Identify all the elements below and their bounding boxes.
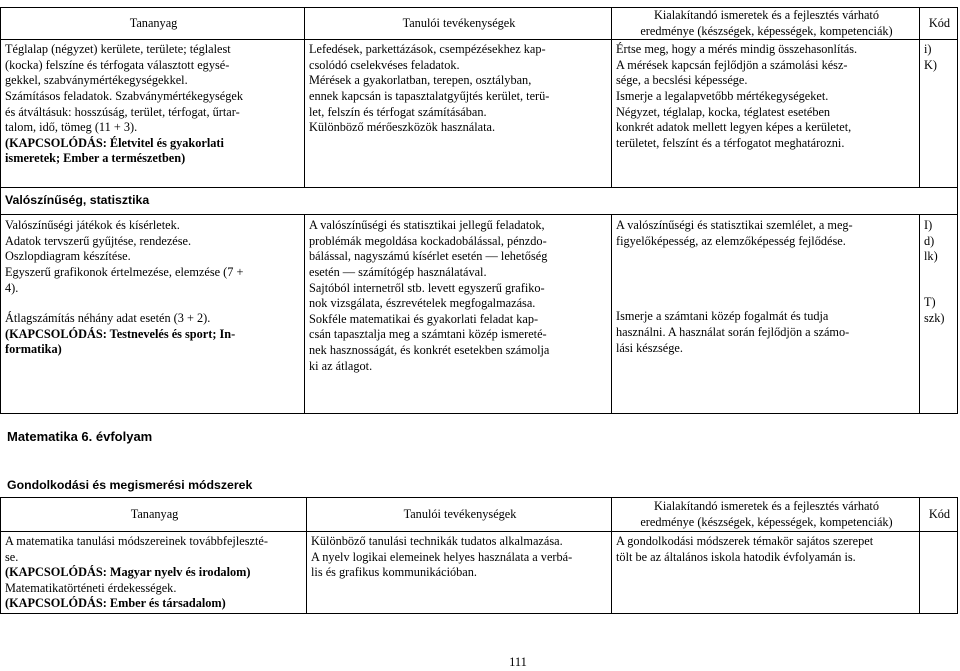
cell-activities: Lefedések, parkettázások, csempézésekhez kap- csolódó cselekvéses feladatok. Mérések a gyakorlatban, terepen, osztályban, ennek kapcsán is tapasztalatgyűjtés kerület, terü- let, felszín és térfogat számításában. Különböző mérőeszközök használata. <box>305 40 612 188</box>
page-number: 111 <box>509 655 527 669</box>
cell-content: A matematika tanulási módszereinek továbbfejleszté- se. (KAPCSOLÓDÁS: Magyar nyelv és irodalom) Matematikatörténeti érdekességek. (KAPCSOLÓDÁS: Ember és társadalom) <box>1 532 307 614</box>
table-header-row <box>1 498 958 532</box>
table-row <box>1 40 958 188</box>
topic-heading: Gondolkodási és megismerési módszerek <box>7 478 253 492</box>
header-content: Tananyag <box>1 8 305 40</box>
section-row <box>1 188 958 215</box>
table-row <box>1 215 958 414</box>
cell-content: Téglalap (négyzet) kerülete, területe; téglalest (kocka) felszíne és térfogata választott egysé- gekkel, szabványmértékegységekkel. Számításos feladatok. Szabványmértékegységek és átváltásuk: hosszúság, terület, térfogat, űrtar- talom, idő, tömeg (11 + 3). (KAPCSOLÓDÁS: Életvitel és gyakorlati ismeretek; Ember a természetben) <box>1 40 305 188</box>
cell-outcomes: Értse meg, hogy a mérés mindig összehasonlítás. A mérések kapcsán fejlődjön a számolási kész- sége, a becslési képessége. Ismerje a legalapvetőbb mértékegységeket. Négyzet, téglalap, kocka, téglatest esetében konkrét adatok mellett legyen képes a kerületet, területet, felszínt és a térfogatot meghatározni. <box>612 40 920 188</box>
table-header-row <box>1 8 958 40</box>
table-row <box>1 532 958 614</box>
cell-activities: Különböző tanulási technikák tudatos alkalmazása. A nyelv logikai elemeinek helyes használata a verbá- lis és grafikus kommunikációban. <box>307 532 612 614</box>
header-content: Tananyag <box>1 498 307 532</box>
header-outcomes: Kialakítandó ismeretek és a fejlesztés várható eredménye (készségek, képességek, kompetenciák) <box>612 8 920 40</box>
cell-outcomes: A gondolkodási módszerek témakör sajátos szerepet tölt be az általános iskola hatodik évfolyamán is. <box>612 532 920 614</box>
header-activities: Tanulói tevékenységek <box>307 498 612 532</box>
cell-outcomes: A valószínűségi és statisztikai szemlélet, a meg- figyelőképesség, az elemzőképesség fejlődése. Ismerje a számtani közép fogalmát és tudja használni. A használat során fejlődjön a számo- lási készsége. <box>612 215 920 414</box>
grade-heading: Matematika 6. évfolyam <box>7 429 153 444</box>
cell-code: I) d) lk) T) szk) <box>920 215 958 414</box>
header-outcomes: Kialakítandó ismeretek és a fejlesztés várható eredménye (készségek, képességek, kompetenciák) <box>612 498 920 532</box>
cell-content: Valószínűségi játékok és kísérletek. Adatok tervszerű gyűjtése, rendezése. Oszlopdiagram készítése. Egyszerű grafikonok értelmezése, elemzése (7 + 4). Átlagszámítás néhány adat esetén (3 + 2). (KAPCSOLÓDÁS: Testnevelés és sport; In- formatika) <box>1 215 305 414</box>
section-heading: Valószínűség, statisztika <box>1 188 958 215</box>
curriculum-table-6th <box>0 497 958 614</box>
header-activities: Tanulói tevékenységek <box>305 8 612 40</box>
cell-code <box>920 532 958 614</box>
header-code: Kód <box>920 8 958 40</box>
cell-activities: A valószínűségi és statisztikai jellegű feladatok, problémák megoldása kockadobálással, pénzdo- bálással, nagyszámú kísérlet esetén — lehetőség esetén — számítógép használatával. Sajtóból internetről stb. levett egyszerű grafiko- nok vizsgálata, észrevételek megfogalmazása. Sokféle matematikai és gyakorlati feladat kap- csán tapasztalja meg a számtani közép ismereté- nek hasznosságát, és konkrét esetekben számolja ki az átlagot. <box>305 215 612 414</box>
curriculum-table-5th <box>0 7 958 414</box>
cell-code: i) K) <box>920 40 958 188</box>
header-code: Kód <box>920 498 958 532</box>
